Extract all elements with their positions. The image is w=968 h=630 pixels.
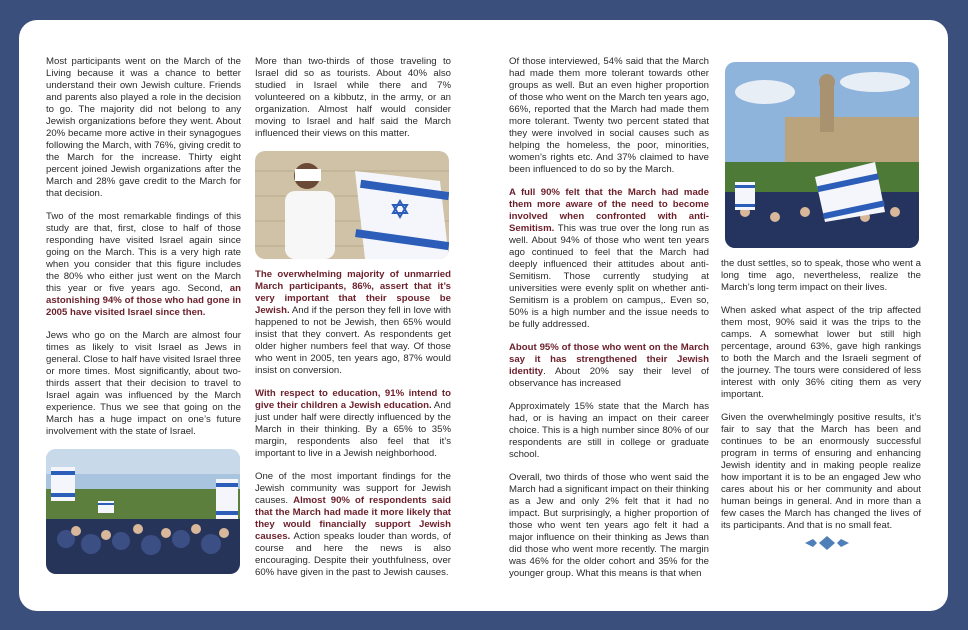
paragraph: Approximately 15% state that the March has had, or is having an impact on their career choice. This is a high number since 80% of our respondents are still in college or graduate school. (509, 401, 709, 460)
photo-march-crowd (46, 449, 240, 574)
western-wall-image (255, 151, 449, 259)
paragraph-text: Two of the most remarkable findings of this study are that, first, close to half of those responding have visited Israel again since going on the March. This is a very high rate when you consider that this figure includes the 80% who either just went on the March this year or five years ago. Second, (46, 211, 241, 294)
paragraph: Most participants went on the March of the Living because it was a chance to better understand their own Jewish culture. Friends and parents also played a role in the decision to go. The majority did not belong to any Jewish organizations before they went. About 20% became more active in their synagogues following the March, with 76%, giving credit to the March for the increase. Thirty eight percent joined Jewish organizations after the March and 28% gave credit to the March for that decision. (46, 56, 241, 199)
paragraph-text: One of the most important findings for the Jewish community was support for Jewish causes. (255, 471, 451, 506)
paragraph: Overall, two thirds of those who went said the March had a significant impact on their thinking as a Jew and only 2% felt that it had no impact. But surprisingly, a higher proportion of those who went ten years ago felt it had a major influence on their thinking as Jews than did those who went more recently. The margin was 46% for the older cohort and 35% for the younger group. What this means is that when (509, 472, 709, 579)
paragraph-text: And if the person they fell in love with happened to not be Jewish, then 65% would insist that they convert. As respondents get older higher numbers feel that way. Of those who went in 2005, ten years ago, 87% would insist on conversion. (255, 305, 452, 376)
march-crowd-image (46, 449, 240, 574)
column-3 (509, 56, 709, 591)
column-1 (46, 56, 241, 574)
paragraph: the dust settles, so to speak, those who went a long time ago, nevertheless, realize the March’s long term impact on their lives. (721, 258, 921, 293)
paragraph (509, 187, 709, 331)
highlight-text: With respect to education, 91% intend to give their children a Jewish education. (255, 388, 451, 411)
highlight-text: The overwhelming majority of unmarried March participants, 86%, assert that it’s very important that their spouse be Jewish. (255, 269, 451, 316)
paragraph: More than two-thirds of those traveling to Israel did so as tourists. About 40% also studied in Israel while there and 7% volunteered on a kibbutz, in the army, or an organization. Almost half would consider moving to Israel and half said the March influenced their views on this matter. (255, 56, 451, 139)
paragraph (255, 388, 451, 460)
column-2 (255, 56, 451, 590)
paragraph (509, 342, 709, 390)
highlight-text: A full 90% felt that the March had made them more aware of the need to become involved when confronted with anti-Semitism. (509, 187, 709, 234)
paragraph (46, 211, 241, 319)
column-4 (721, 56, 921, 543)
decorative-ornament-icon (805, 536, 849, 550)
paragraph-text: Action speaks louder than words, of course and here the news is also encouraging. Despite their youthfulness, over 60% have given in the past to Jewish causes. (255, 531, 451, 578)
paragraph: Given the overwhelmingly positive results, it’s fair to say that the March has been and continues to be an enormously successful program in terms of ensuring and enhancing Jewish identity and in making people realize how important it is to be an engaged Jew who cares about his or her community and about human beings in general. And in more than a few cases the March has changed the lives of its participants. And that is no small feat. (721, 412, 921, 531)
paragraph: Jews who go on the March are almost four times as likely to visit Israel as Jews in general. Close to half have visited Israel three or more times. Most significantly, about two-thirds assert that their decision to travel to Israel again was influenced by the March experience. Thus we see that going on the March has a huge impact on one’s future involvement with the state of Israel. (46, 330, 241, 437)
paragraph-text: And just under half were directly influenced by the March in their thinking. By a 65% to 35% margin, respondents also feel that it’s important to live in a Jewish neighborhood. (255, 400, 451, 459)
paragraph (255, 269, 451, 377)
paragraph: Of those interviewed, 54% said that the March had made them more tolerant towards other groups as well. But an even higher proportion of those who went on the March ten years ago, 66%, reported that the March had made them more tolerant. Twenty two percent stated that they were involved in social causes such as helping the homeless, the poor, minorities, women’s rights etc. And 37% claimed to have been influenced to do so by the March. (509, 56, 709, 175)
paragraph-text: This was true over the long run as well. About 94% of those who went ten years ago continued to feel that the March had deeply influenced their attitudes about anti-Semitism. Those currently studying at universities were evenly split on whether anti-Semitism is a problem on campus,. Even so, 50% is a high number and the issue needs to be fully addressed. (509, 223, 709, 330)
highlight-text: About 95% of those who went on the March say it has strengthened their Jewish identity (509, 342, 709, 377)
highlight-text: Almost 90% of respondents said that the March had made it more likely that they would financially support Jewish causes. (255, 495, 451, 542)
paragraph: When asked what aspect of the trip affected them most, 90% said it was the trips to the camps. A somewhat lower but still high percentage, around 63%, gave high rankings to both the March and the Israeli segment of the journey. The tours were considered of less interest with only 36% citing them as very important. (721, 305, 921, 400)
highlight-text: an astonishing 94% of those who had gone in 2005 have visited Israel since then. (46, 283, 241, 318)
photo-western-wall (255, 151, 449, 259)
photo-tower-of-david (725, 62, 919, 248)
tower-of-david-image (725, 62, 919, 248)
paragraph-text: . About 20% say their level of observance has increased (509, 366, 709, 389)
paragraph (255, 471, 451, 579)
magazine-spread (19, 20, 948, 611)
